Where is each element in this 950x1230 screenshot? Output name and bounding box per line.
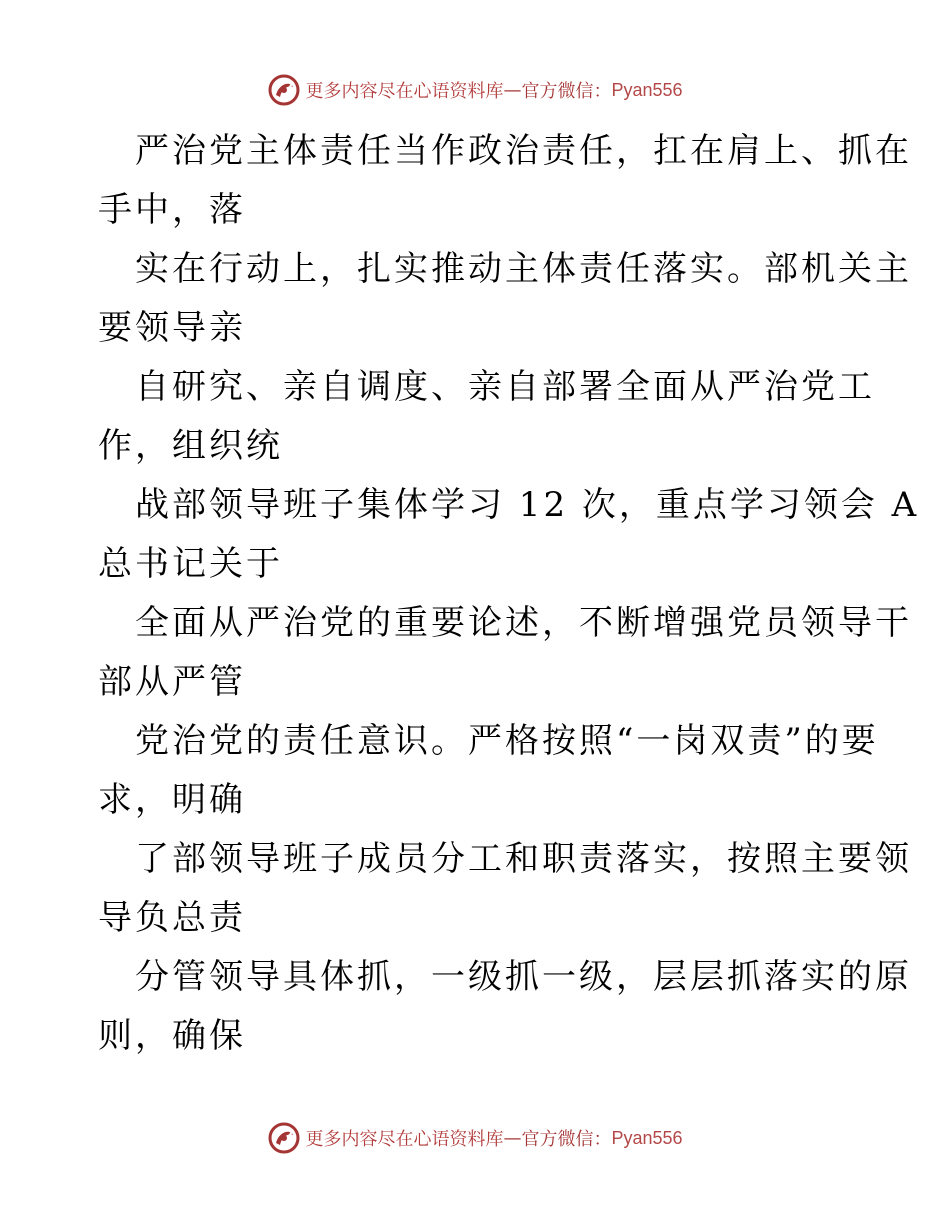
body-line: 导负总责 — [98, 898, 246, 938]
body-line: 求，明确 — [98, 780, 246, 820]
body-line: 作，组织统 — [98, 426, 283, 466]
banner-brand-text: 更多内容尽在心语资料库 — [305, 81, 504, 102]
banner-brand-text: 更多内容尽在心语资料库 — [305, 1129, 504, 1150]
body-line: 全面从严治党的重要论述，不断增强党员领导干 — [135, 603, 912, 643]
banner-separator: — — [503, 1127, 522, 1149]
body-line: 手中，落 — [98, 190, 246, 230]
banner-wechat-label: 官方微信： — [521, 81, 612, 102]
body-line: 则，确保 — [98, 1016, 246, 1056]
body-line: 自研究、亲自调度、亲自部署全面从严治党工 — [135, 367, 875, 407]
body-line: 分管领导具体抓，一级抓一级，层层抓落实的原 — [135, 957, 912, 997]
banner-wechat-id: Pyan556 — [611, 1127, 683, 1148]
body-line: 战部领导班子集体学习 12 次，重点学习领会 A — [135, 485, 920, 525]
body-line: 要领导亲 — [98, 308, 246, 348]
banner-wechat-id: Pyan556 — [611, 79, 683, 100]
body-line: 实在行动上，扎实推动主体责任落实。部机关主 — [135, 249, 912, 289]
document-body — [98, 122, 920, 1066]
body-line: 了部领导班子成员分工和职责落实，按照主要领 — [135, 839, 912, 879]
body-line: 部从严管 — [98, 662, 246, 702]
red-swirl-logo-icon — [267, 73, 301, 107]
banner-wechat-label: 官方微信： — [521, 1129, 612, 1150]
footer-banner — [0, 1118, 950, 1158]
banner-separator: — — [503, 79, 522, 101]
body-line: 严治党主体责任当作政治责任，扛在肩上、抓在 — [135, 131, 912, 171]
body-line: 总书记关于 — [98, 544, 283, 584]
red-swirl-logo-icon — [267, 1121, 301, 1155]
header-banner — [0, 70, 950, 110]
body-line: 党治党的责任意识。严格按照“一岗双责”的要 — [135, 721, 879, 761]
